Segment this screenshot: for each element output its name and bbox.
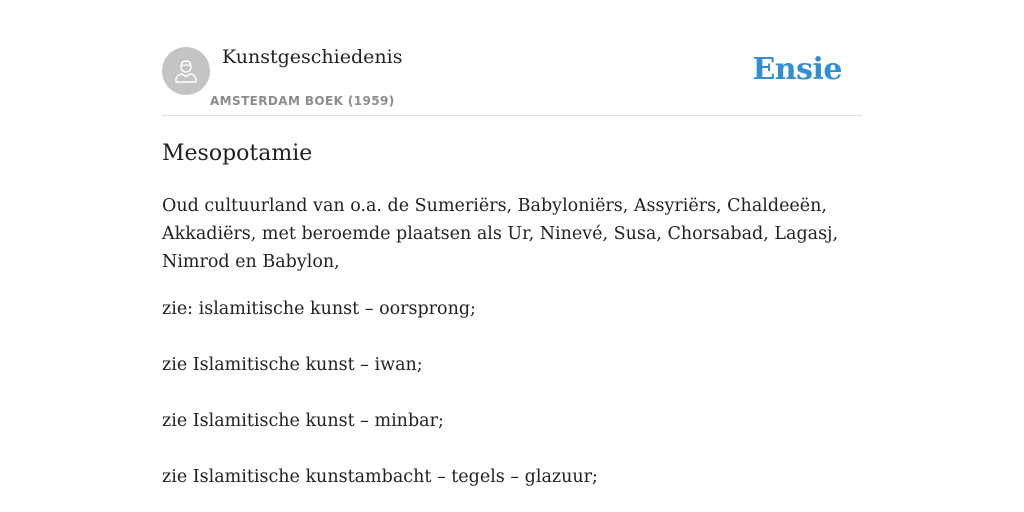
see-also-item[interactable]: zie: islamitische kunst – oorsprong; [162, 299, 476, 319]
see-also-item[interactable]: zie Islamitische kunst – iwan; [162, 355, 423, 375]
user-icon [172, 57, 200, 85]
book-title[interactable]: Kunstgeschiedenis [222, 46, 403, 68]
see-also-item[interactable]: zie Islamitische kunst – minbar; [162, 411, 444, 431]
avatar[interactable] [162, 47, 210, 95]
article-title: Mesopotamie [162, 141, 313, 166]
article-body: Oud cultuurland van o.a. de Sumeriërs, Babyloniërs, Assyriërs, Chaldeeën, Akkadiërs, met beroemde plaatsen als Ur, Ninevé, Susa, Chorsabad, Lagasj, Nimrod en Babylon, [162, 196, 839, 272]
brand-logo[interactable]: Ensie [752, 52, 842, 87]
see-also-list [162, 295, 862, 512]
see-also-item[interactable]: zie Islamitische kunstambacht – tegels – glazuur; [162, 467, 598, 487]
book-source: AMSTERDAM BOEK (1959) [210, 94, 395, 108]
page-header [162, 0, 862, 116]
page-container [162, 0, 862, 512]
